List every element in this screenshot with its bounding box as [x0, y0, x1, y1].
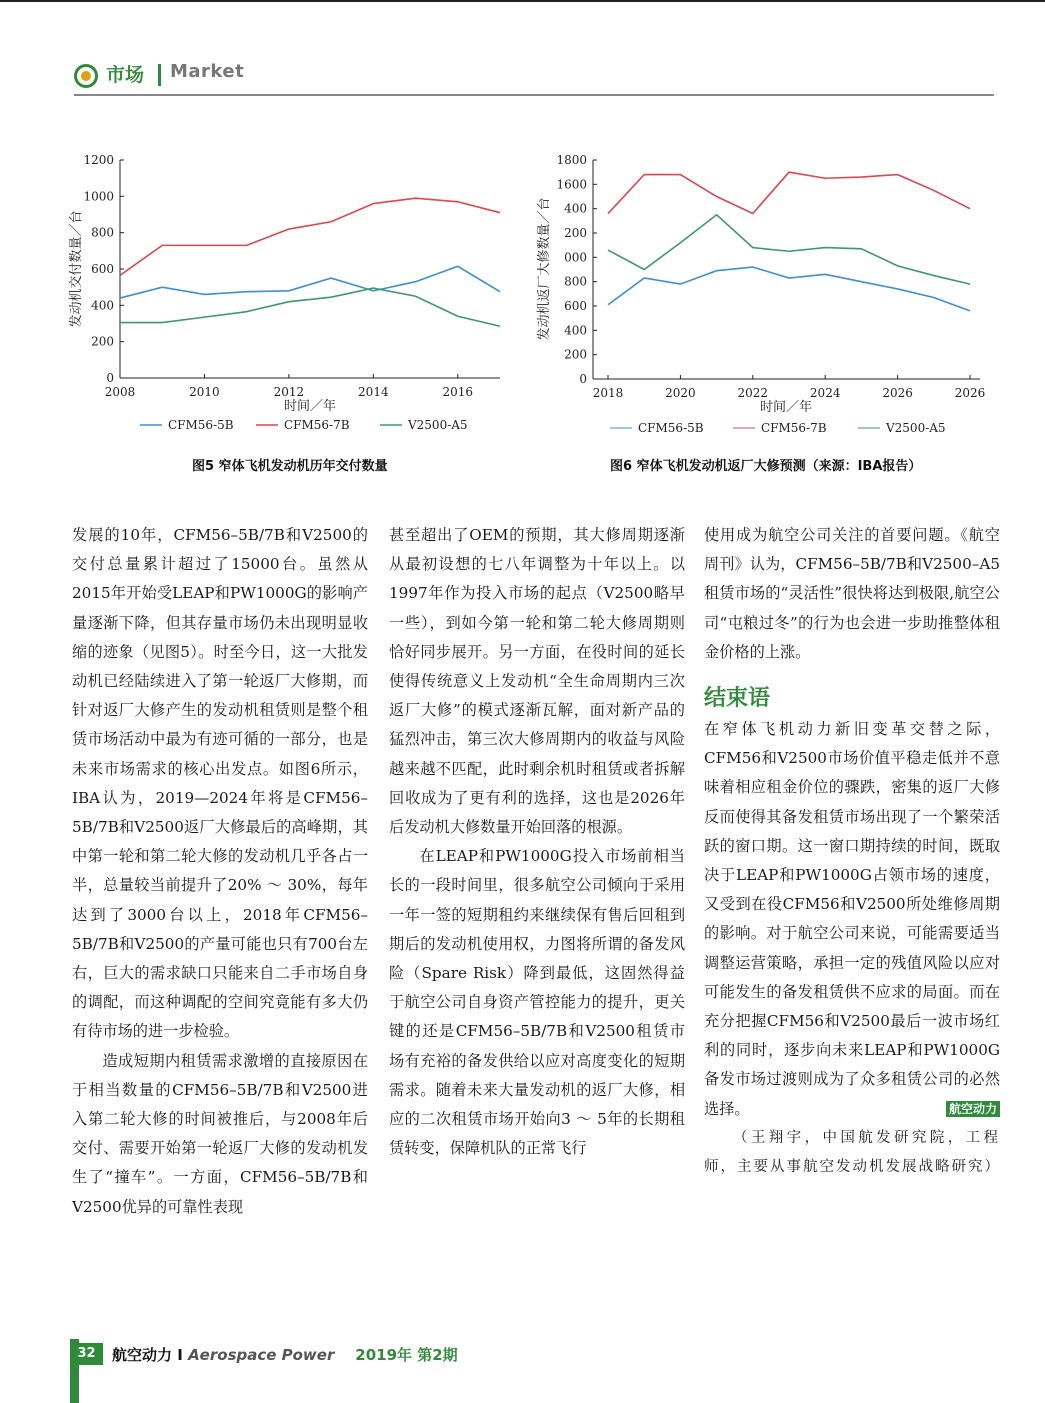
top-rule — [0, 0, 1045, 2]
journal-name: 航空动力 — [112, 1346, 173, 1364]
y-tick-label: 400 — [564, 323, 587, 338]
y-tick-label: 1800 — [556, 153, 587, 167]
x-tick-label: 2010 — [189, 385, 220, 399]
series-line-v2500-a5 — [120, 288, 500, 326]
legend-label: V2500-A5 — [408, 418, 468, 432]
page-number: 32 — [70, 1343, 103, 1365]
x-tick-label: 2016 — [442, 385, 474, 399]
x-tick-label: 2026 — [882, 386, 913, 400]
x-tick-label: 2020 — [665, 386, 696, 400]
paragraph: 在LEAP和PW1000G投入市场前相当长的一段时间里，很多航空公司倾向于采用一年一签的短期租约来继续保有售后回租到期后的发动机使用权，力图将所谓的备发风险（Spare Risk）降到最低，这固然得益于航空公司自身资产管控能力的提升，更关键的还是CFM56–5B/7B和V2500租赁市场有充裕的备发供给以应对高度变化的短期需求。随着未来大量发动机的返厂大修，相应的二次租赁市场开始向3 ～ 5年的长期租赁转变，保障机队的正常飞行 — [389, 847, 685, 1158]
y-tick-label: 400 — [91, 298, 114, 313]
legend-label: CFM56-5B — [638, 421, 704, 435]
y-tick-label: 0 — [579, 372, 587, 386]
y-tick-label: 1200 — [83, 153, 114, 167]
series-line-cfm56-7b — [120, 198, 500, 275]
author-note: （王翔宇，中国航发研究院，工程师，主要从事航空发动机发展战略研究） — [704, 1129, 1001, 1175]
journal-name-en: Aerospace Power — [188, 1346, 335, 1364]
y-tick-label: 400 — [564, 201, 587, 216]
legend-label: V2500-A5 — [886, 421, 946, 435]
series-line-v2500-a5 — [608, 215, 970, 284]
series-line-cfm56-7b — [608, 172, 970, 213]
y-axis-title: 发动机交付数量／台 — [69, 210, 84, 328]
journal-logo-icon — [74, 64, 98, 88]
section-heading-conclusion: 结束语 — [704, 686, 771, 712]
paragraph: 使用成为航空公司关注的首要问题。《航空周刊》认为，CFM56–5B/7B和V2500–A5租赁市场的“灵活性”很快将达到极限,航空公司“屯粮过冬”的行为也会进一步助推整体租金价格的上涨。 — [704, 526, 1000, 661]
series-line-cfm56-5b — [608, 267, 970, 311]
conclusion-text: 在窄体飞机动力新旧变革交替之际，CFM56和V2500市场价值平稳走低并不意味着相应租金价位的骤跌，密集的返厂大修反而使得其备发租赁市场出现了一个繁荣活跃的窗口期。这一窗口期持续的时间，既取决于LEAP和PW1000G占领市场的速度，又受到在役CFM56和V2500所处维修周期的影响。对于航空公司来说，可能需要适当调整运营策略，承担一定的残值风险以应对可能发生的备发租赁供不应求的局面。而在充分把握CFM56和V2500最后一波市场红利的同时，逐步向未来LEAP和PW1000G备发市场过渡则成为了众多租赁公司的必然选择。 — [704, 720, 1000, 1118]
y-tick-label: 800 — [564, 274, 587, 289]
column-3 — [704, 521, 1000, 1182]
y-tick-label: 600 — [564, 299, 587, 313]
x-tick-label: 2008 — [104, 385, 136, 399]
paragraph: 发展的10年，CFM56–5B/7B和V2500的交付总量累计超过了15000台。虽然从2015年开始受LEAP和PW1000G的影响产量逐渐下降，但其存量市场仍未出现明显收缩的迹象（见图5）。时至今日，这一大批发动机已经陆续进入了第一轮返厂大修期，而针对返厂大修产生的发动机租赁则是整个租赁市场活动中最为有迹可循的一部分，也是未来市场需求的核心出发点。如图6所示，IBA认为，2019—2024年将是CFM56–5B/7B和V2500返厂大修最后的高峰期，其中第一轮和第二轮大修的发动机几乎各占一半，总量较当前提升了20% ～ 30%，每年达到了3000台以上，2018年CFM56–5B/7B和V2500的产量可能也只有700台左右，巨大的需求缺口只能来自二手市场自身的调配，而这种调配的空间究竟能有多大仍有待市场的进一步检验。 — [72, 526, 368, 1041]
page-header — [74, 58, 994, 98]
header-divider — [158, 64, 161, 86]
x-tick-label: 2024 — [809, 386, 841, 400]
chart-overhauls — [528, 148, 998, 440]
x-axis-title: 时间／年 — [759, 400, 813, 415]
figure-6-caption: 图6 窄体飞机发动机返厂大修预测（来源：IBA报告） — [610, 459, 922, 474]
issue-label: 2019年 第2期 — [355, 1346, 458, 1364]
x-tick-label: 2026 — [954, 386, 986, 400]
y-tick-label: 200 — [91, 334, 114, 349]
y-tick-label: 0 — [106, 371, 114, 385]
x-tick-label: 2018 — [592, 386, 624, 400]
header-rule — [74, 94, 994, 96]
figure-5-caption: 图5 窄体飞机发动机历年交付数量 — [192, 459, 388, 474]
paragraph: 造成短期内租赁需求激增的直接原因在于相当数量的CFM56–5B/7B和V2500进入第二轮大修的时间被推后，与2008年后交付、需要开始第一轮返厂大修的发动机发生了“撞车”。一方面，CFM56–5B/7B和V2500优异的可靠性表现 — [72, 1051, 368, 1216]
legend-label: CFM56-7B — [761, 421, 827, 435]
column-2 — [389, 521, 685, 1163]
footer-journal — [112, 1344, 458, 1365]
section-title-en: Market — [170, 61, 245, 82]
x-tick-label: 2022 — [737, 386, 769, 400]
y-tick-label: 1600 — [556, 177, 587, 192]
paragraph: 甚至超出了OEM的预期，其大修周期逐渐从最初设想的七八年调整为十年以上。以1997年作为投入市场的起点（V2500略早一些），到如今第一轮和第二轮大修周期则恰好同步展开。另一方面，在役时间的延长使得传统意义上发动机“全生命周期内三次返厂大修”的模式逐渐瓦解，面对新产品的猛烈冲击，第三次大修周期内的收益与风险越来越不匹配，此时剩余机时租赁或者拆解回收成为了更有利的选择，这也是2026年后发动机大修数量开始回落的根源。 — [389, 526, 685, 837]
section-title: 市场 — [106, 64, 145, 86]
x-axis-title: 时间／年 — [283, 399, 337, 414]
y-tick-label: 200 — [564, 226, 587, 240]
chart-deliveries — [60, 148, 520, 440]
y-tick-label: 000 — [564, 250, 587, 265]
y-axis-title: 发动机返厂大修数量／台 — [537, 197, 552, 341]
series-line-cfm56-5b — [120, 266, 500, 298]
paragraph — [704, 715, 1000, 1124]
journal-badge: 航空动力 — [946, 1101, 1000, 1117]
x-tick-label: 2012 — [273, 385, 305, 399]
y-tick-label: 800 — [91, 225, 114, 240]
journal-sep: I — [177, 1346, 183, 1364]
x-tick-label: 2014 — [358, 385, 389, 399]
y-tick-label: 200 — [564, 347, 587, 362]
y-tick-label: 600 — [91, 262, 114, 276]
column-1 — [72, 521, 368, 1222]
y-tick-label: 1000 — [83, 189, 114, 204]
legend-label: CFM56-7B — [284, 418, 350, 432]
legend-label: CFM56-5B — [168, 418, 234, 432]
